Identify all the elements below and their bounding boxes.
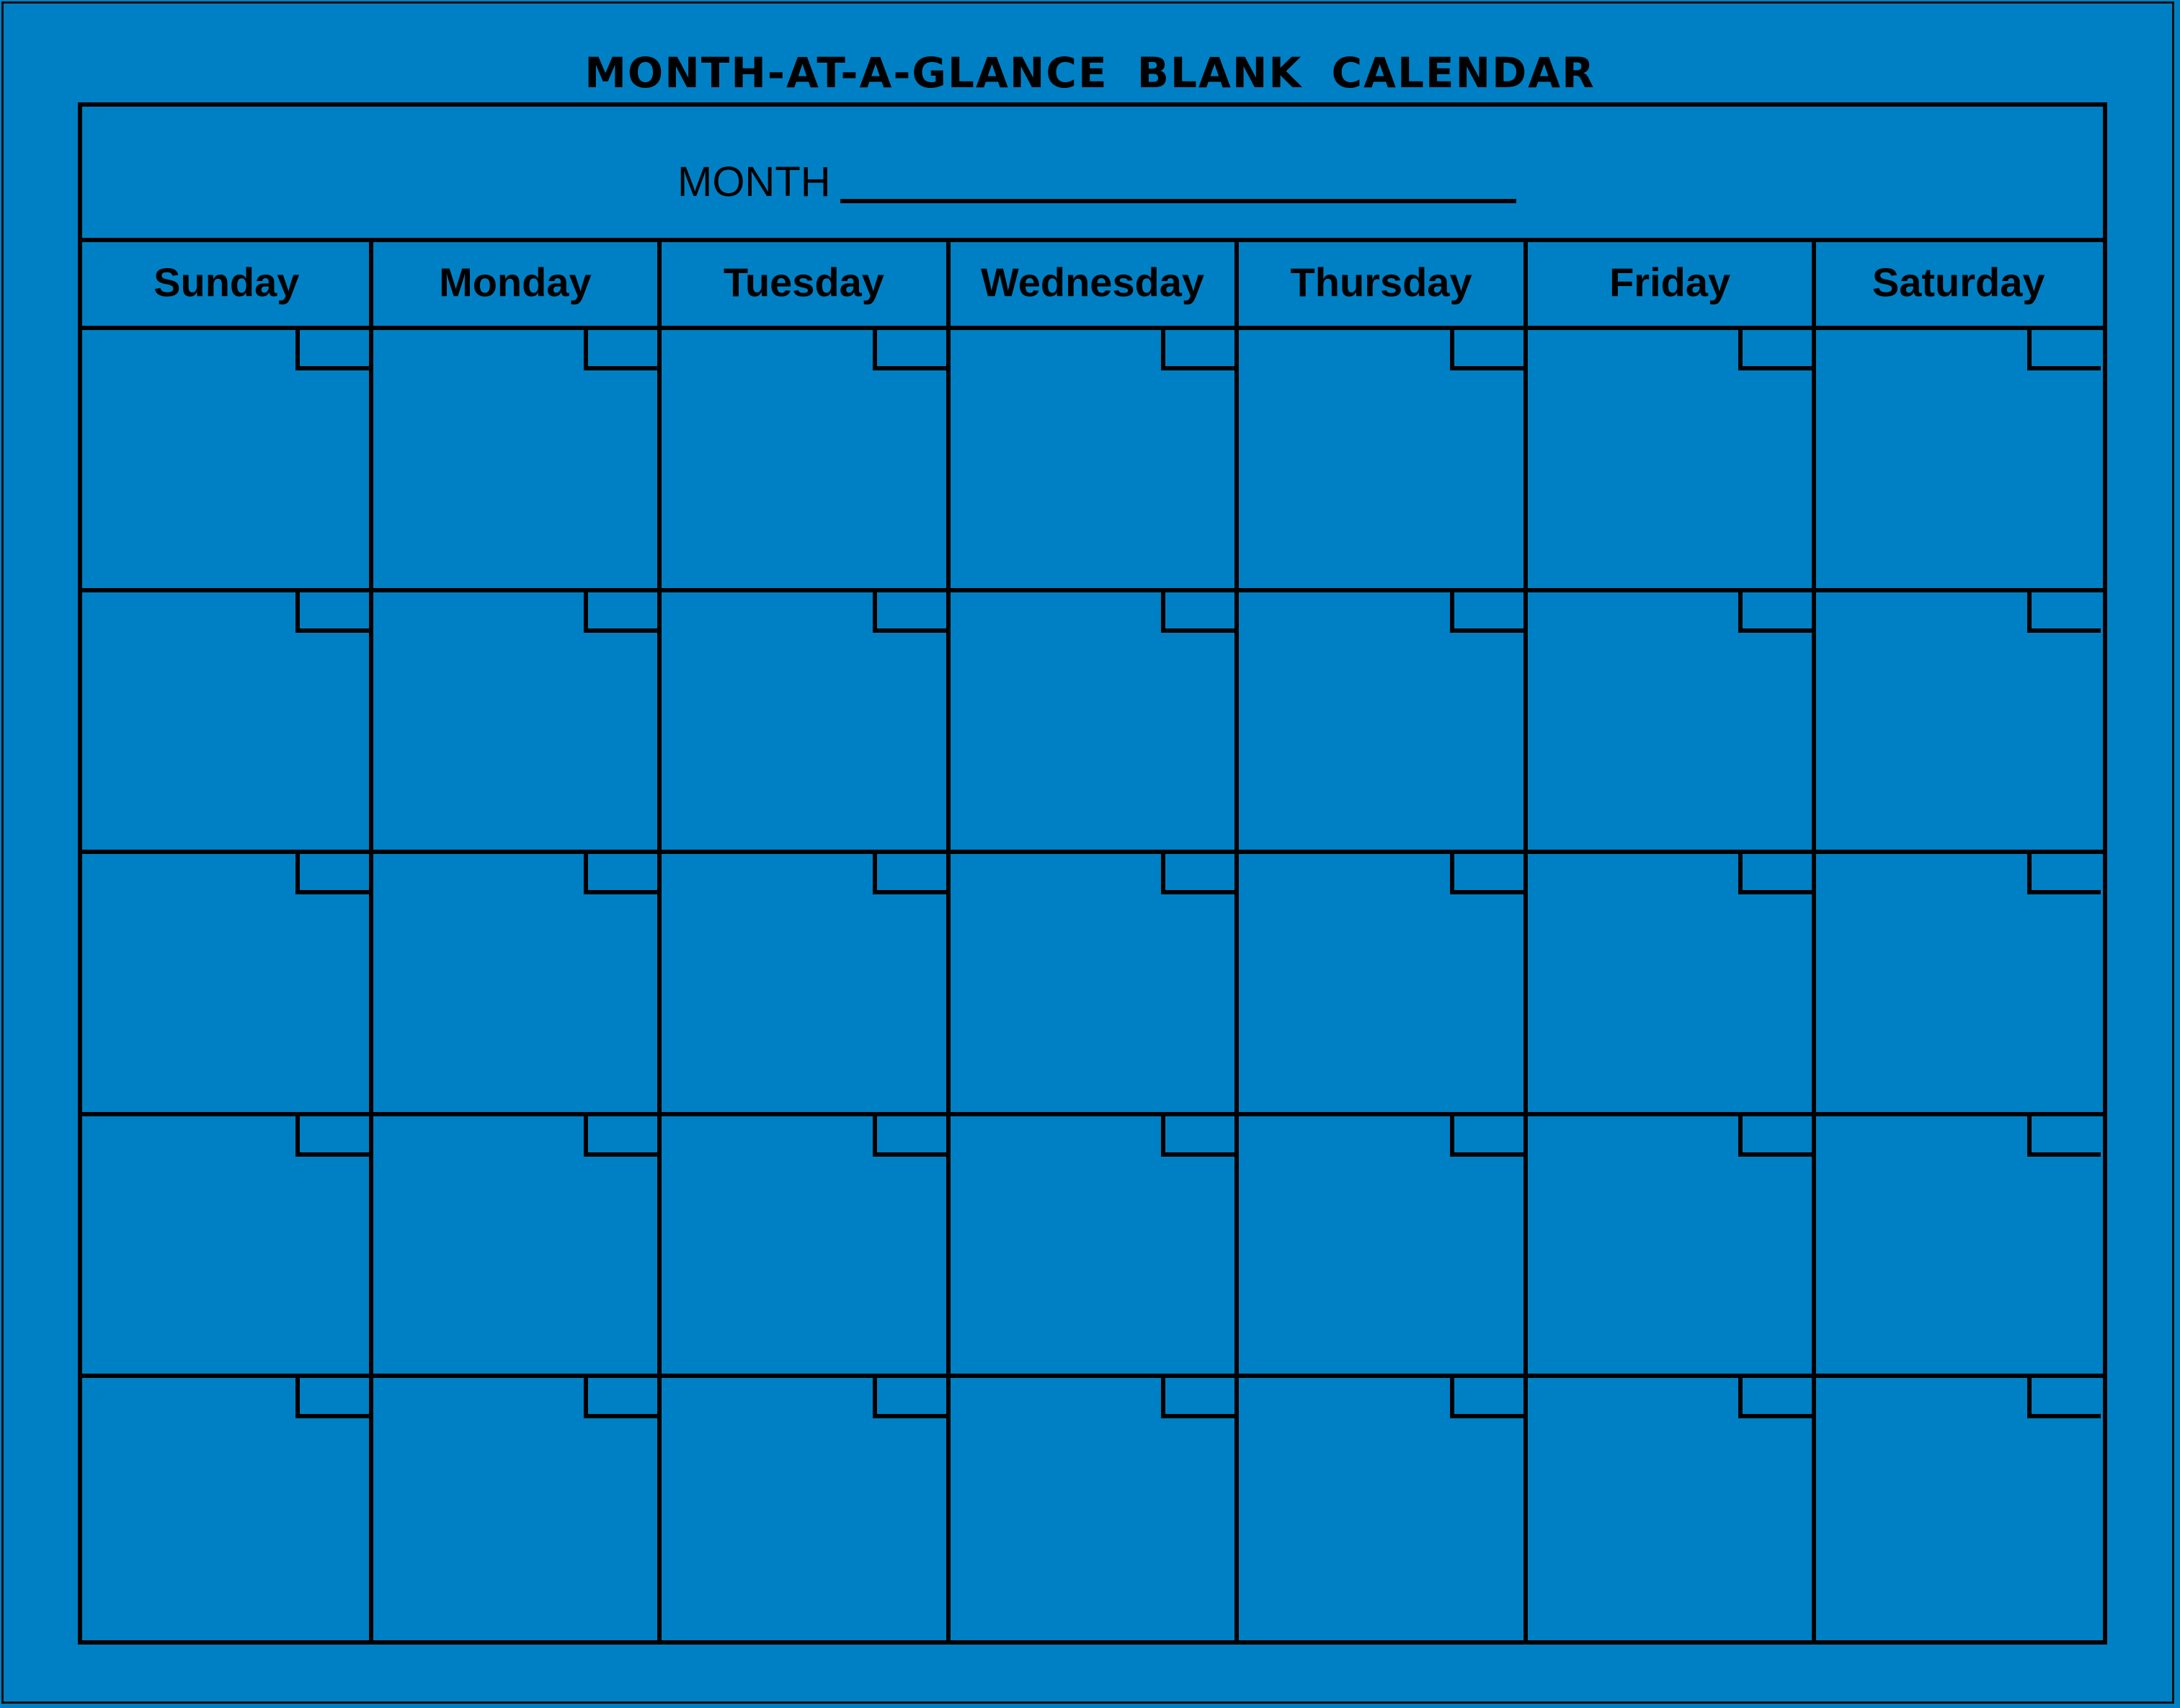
day-cell[interactable] — [948, 854, 1235, 1112]
date-number-box[interactable] — [1738, 1116, 1812, 1157]
date-number-box[interactable] — [295, 1116, 369, 1157]
day-cell[interactable] — [1237, 1378, 1523, 1636]
date-number-box[interactable] — [295, 330, 369, 370]
date-number-box[interactable] — [1738, 330, 1812, 370]
date-number-box[interactable] — [2027, 1116, 2101, 1157]
day-cell[interactable] — [1526, 1378, 1812, 1636]
day-cell[interactable] — [1237, 854, 1523, 1112]
date-number-box[interactable] — [1738, 592, 1812, 633]
day-cell[interactable] — [948, 1378, 1235, 1636]
day-cell[interactable] — [1237, 1116, 1523, 1374]
day-cell[interactable] — [1814, 592, 2101, 850]
month-label: MONTH — [677, 159, 831, 205]
day-header-wednesday: Wednesday — [980, 259, 1205, 305]
day-cell[interactable] — [371, 854, 658, 1112]
month-row — [82, 107, 2103, 242]
date-number-box[interactable] — [1161, 1378, 1234, 1418]
day-header-saturday: Saturday — [1872, 259, 2045, 305]
date-number-box[interactable] — [295, 1378, 369, 1418]
day-header-monday: Monday — [439, 259, 592, 305]
date-number-box[interactable] — [873, 854, 946, 894]
date-number-box[interactable] — [584, 592, 657, 633]
date-number-box[interactable] — [873, 1116, 946, 1157]
day-cell[interactable] — [371, 1116, 658, 1374]
date-number-box[interactable] — [1450, 1378, 1523, 1418]
date-number-box[interactable] — [1738, 1378, 1812, 1418]
month-write-in-line[interactable] — [840, 199, 1516, 203]
date-number-box[interactable] — [873, 1378, 946, 1418]
day-cell[interactable] — [659, 330, 946, 588]
day-cell[interactable] — [948, 330, 1235, 588]
day-cell[interactable] — [1237, 592, 1523, 850]
date-number-box[interactable] — [2027, 592, 2101, 633]
day-cell[interactable] — [1814, 330, 2101, 588]
day-header-thursday: Thursday — [1290, 259, 1472, 305]
date-number-box[interactable] — [2027, 1378, 2101, 1418]
date-number-box[interactable] — [584, 854, 657, 894]
day-cell[interactable] — [1526, 592, 1812, 850]
day-cell[interactable] — [82, 854, 369, 1112]
day-cell[interactable] — [1526, 854, 1812, 1112]
date-number-box[interactable] — [584, 330, 657, 370]
date-number-box[interactable] — [873, 330, 946, 370]
day-cell[interactable] — [948, 592, 1235, 850]
date-number-box[interactable] — [1161, 330, 1234, 370]
day-cell[interactable] — [659, 592, 946, 850]
day-cell[interactable] — [1814, 1378, 2101, 1636]
date-number-box[interactable] — [873, 592, 946, 633]
day-cell[interactable] — [659, 854, 946, 1112]
day-cell[interactable] — [82, 1378, 369, 1636]
day-cell[interactable] — [1526, 1116, 1812, 1374]
day-cell[interactable] — [1526, 330, 1812, 588]
day-cell[interactable] — [82, 330, 369, 588]
day-cell[interactable] — [1814, 854, 2101, 1112]
date-number-box[interactable] — [1450, 1116, 1523, 1157]
date-number-box[interactable] — [584, 1378, 657, 1418]
day-cell[interactable] — [948, 1116, 1235, 1374]
day-header-friday: Friday — [1609, 259, 1731, 305]
date-number-box[interactable] — [1450, 592, 1523, 633]
date-number-box[interactable] — [584, 1116, 657, 1157]
date-number-box[interactable] — [1161, 1116, 1234, 1157]
day-cell[interactable] — [371, 1378, 658, 1636]
date-number-box[interactable] — [2027, 854, 2101, 894]
day-cell[interactable] — [371, 330, 658, 588]
calendar-grid — [78, 102, 2107, 1645]
date-number-box[interactable] — [1450, 854, 1523, 894]
day-cell[interactable] — [371, 592, 658, 850]
page-title: MONTH-AT-A-GLANCE BLANK CALENDAR — [584, 48, 1596, 97]
date-number-box[interactable] — [2027, 330, 2101, 370]
day-cell[interactable] — [659, 1378, 946, 1636]
date-number-box[interactable] — [1738, 854, 1812, 894]
date-number-box[interactable] — [1161, 854, 1234, 894]
day-header-sunday: Sunday — [154, 259, 300, 305]
day-cell[interactable] — [82, 592, 369, 850]
date-number-box[interactable] — [295, 854, 369, 894]
day-cell[interactable] — [659, 1116, 946, 1374]
day-cell[interactable] — [1237, 330, 1523, 588]
day-cell[interactable] — [1814, 1116, 2101, 1374]
day-header-tuesday: Tuesday — [723, 259, 884, 305]
date-number-box[interactable] — [295, 592, 369, 633]
date-number-box[interactable] — [1450, 330, 1523, 370]
date-number-box[interactable] — [1161, 592, 1234, 633]
day-cell[interactable] — [82, 1116, 369, 1374]
